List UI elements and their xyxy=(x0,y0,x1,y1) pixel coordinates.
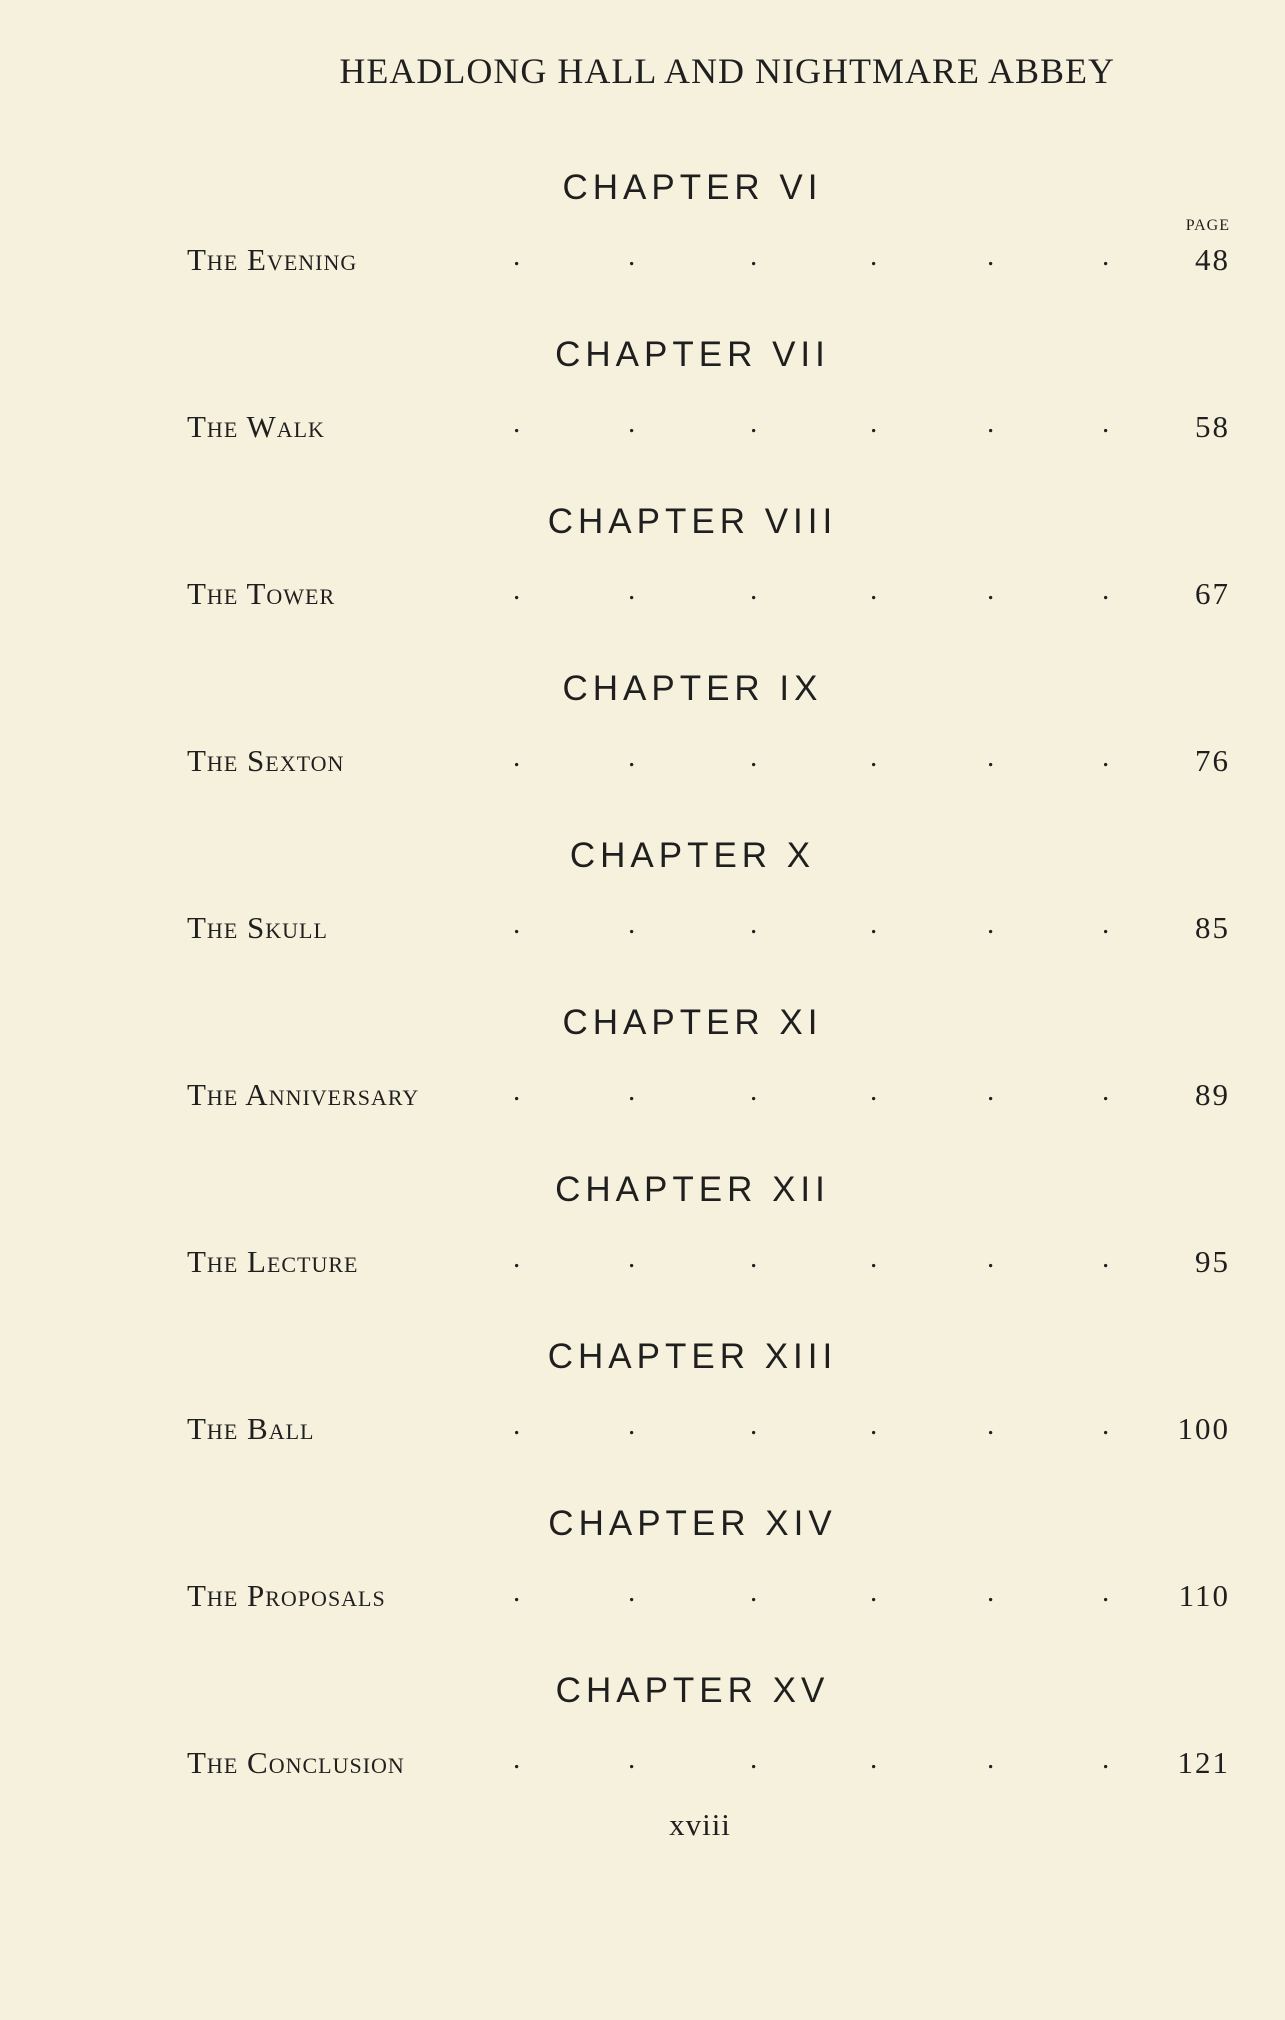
leader-dot: . xyxy=(628,908,636,940)
leader-dot: . xyxy=(987,407,995,439)
leader-dot: . xyxy=(750,1075,758,1107)
leader-dot: . xyxy=(987,1075,995,1107)
chapter-heading: CHAPTER VI xyxy=(562,168,823,207)
page-folio: xviii xyxy=(669,1807,731,1842)
chapter-heading: CHAPTER XIII xyxy=(547,1337,838,1376)
leader-dot: . xyxy=(513,908,521,940)
leader-dot: . xyxy=(987,240,995,272)
leader-dot: . xyxy=(870,240,878,272)
entry-title: The Anniversary xyxy=(187,1077,420,1112)
leader-dot: . xyxy=(987,908,995,940)
leader-dot: . xyxy=(513,1743,521,1775)
entry-title: The Conclusion xyxy=(187,1745,405,1780)
leader-dot: . xyxy=(870,741,878,773)
leader-dot: . xyxy=(1102,1576,1110,1608)
chapter-heading: CHAPTER XI xyxy=(562,1003,823,1042)
leader-dot: . xyxy=(750,574,758,606)
leader-dot: . xyxy=(513,741,521,773)
leader-dot: . xyxy=(628,1409,636,1441)
leader-dot: . xyxy=(750,240,758,272)
entry-title: The Proposals xyxy=(187,1578,386,1613)
leader-dot: . xyxy=(1102,1242,1110,1274)
leader-dot: . xyxy=(870,1743,878,1775)
leader-dot: . xyxy=(513,1242,521,1274)
leader-dot: . xyxy=(513,1409,521,1441)
leader-dot: . xyxy=(750,908,758,940)
leader-dot: . xyxy=(750,741,758,773)
leader-dot: . xyxy=(750,1409,758,1441)
leader-dot: . xyxy=(628,240,636,272)
leader-dot: . xyxy=(870,1409,878,1441)
leader-dot: . xyxy=(628,407,636,439)
leader-dot: . xyxy=(513,1075,521,1107)
entry-page-number: 121 xyxy=(1177,1745,1230,1780)
leader-dot: . xyxy=(513,574,521,606)
entry-page-number: 48 xyxy=(1195,242,1230,277)
leader-dot: . xyxy=(1102,908,1110,940)
entry-title: The Evening xyxy=(187,242,358,277)
leader-dot: . xyxy=(1102,1409,1110,1441)
chapter-heading: CHAPTER VII xyxy=(555,335,830,374)
leader-dot: . xyxy=(987,1576,995,1608)
leader-dot: . xyxy=(750,407,758,439)
chapter-heading: CHAPTER IX xyxy=(562,669,823,708)
leader-dot: . xyxy=(987,1409,995,1441)
page-column-label: PAGE xyxy=(1185,217,1230,234)
leader-dot: . xyxy=(987,574,995,606)
entry-title: The Skull xyxy=(187,910,328,945)
entry-page-number: 110 xyxy=(1178,1578,1230,1613)
leader-dot: . xyxy=(628,1075,636,1107)
leader-dot: . xyxy=(628,1576,636,1608)
leader-dot: . xyxy=(628,741,636,773)
leader-dot: . xyxy=(628,574,636,606)
chapter-heading: CHAPTER XV xyxy=(555,1671,830,1710)
leader-dot: . xyxy=(1102,407,1110,439)
leader-dot: . xyxy=(870,908,878,940)
entry-title: The Sexton xyxy=(187,743,345,778)
leader-dot: . xyxy=(870,574,878,606)
leader-dot: . xyxy=(870,1576,878,1608)
leader-dot: . xyxy=(1102,574,1110,606)
chapter-heading: CHAPTER XII xyxy=(555,1170,830,1209)
running-header: HEADLONG HALL AND NIGHTMARE ABBEY xyxy=(339,51,1115,91)
entry-page-number: 95 xyxy=(1195,1244,1230,1279)
leader-dot: . xyxy=(987,1242,995,1274)
chapter-heading: CHAPTER X xyxy=(569,836,816,875)
entry-page-number: 67 xyxy=(1195,576,1230,611)
leader-dot: . xyxy=(870,407,878,439)
leader-dot: . xyxy=(750,1576,758,1608)
entry-page-number: 85 xyxy=(1195,910,1230,945)
leader-dot: . xyxy=(1102,1743,1110,1775)
entry-page-number: 89 xyxy=(1195,1077,1230,1112)
entry-title: The Lecture xyxy=(187,1244,359,1279)
entry-page-number: 58 xyxy=(1195,409,1230,444)
leader-dot: . xyxy=(513,1576,521,1608)
leader-dot: . xyxy=(1102,1075,1110,1107)
leader-dot: . xyxy=(628,1743,636,1775)
entry-page-number: 100 xyxy=(1177,1411,1230,1446)
chapter-heading: CHAPTER VIII xyxy=(547,502,838,541)
entry-title: The Walk xyxy=(187,409,325,444)
leader-dot: . xyxy=(750,1743,758,1775)
leader-dot: . xyxy=(987,1743,995,1775)
leader-dot: . xyxy=(870,1242,878,1274)
leader-dot: . xyxy=(513,240,521,272)
leader-dot: . xyxy=(750,1242,758,1274)
leader-dot: . xyxy=(1102,240,1110,272)
leader-dot: . xyxy=(870,1075,878,1107)
leader-dot: . xyxy=(628,1242,636,1274)
entry-page-number: 76 xyxy=(1195,743,1230,778)
entry-title: The Ball xyxy=(187,1411,315,1446)
leader-dot: . xyxy=(1102,741,1110,773)
leader-dot: . xyxy=(513,407,521,439)
entry-title: The Tower xyxy=(187,576,336,611)
leader-dot: . xyxy=(987,741,995,773)
chapter-heading: CHAPTER XIV xyxy=(548,1504,837,1543)
